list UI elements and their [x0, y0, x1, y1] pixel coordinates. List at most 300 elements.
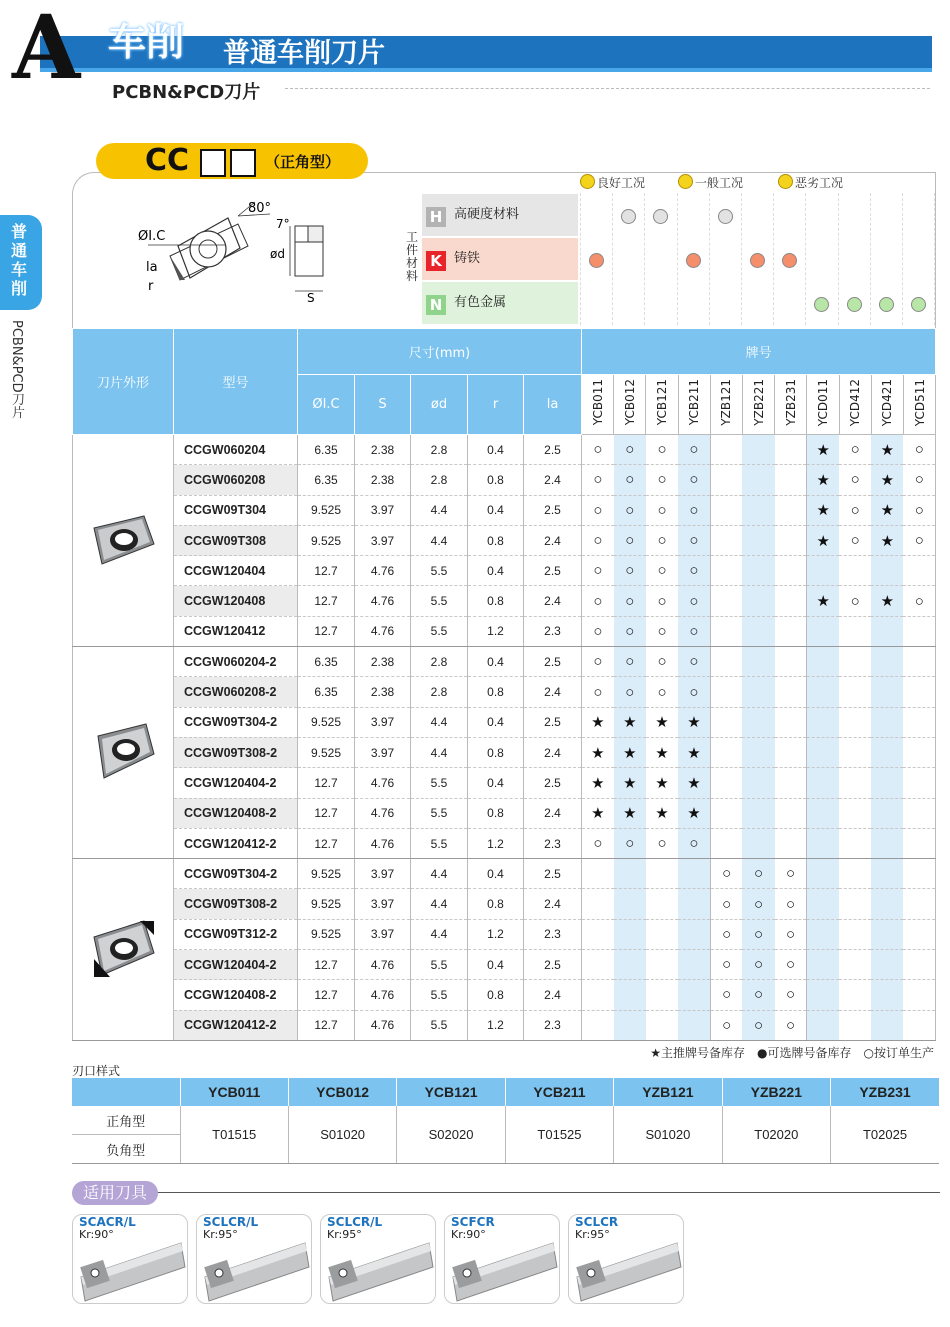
grade-cell	[871, 1010, 903, 1040]
grade-cell	[775, 828, 807, 858]
grade-cell	[871, 798, 903, 828]
dim-cell-d: 2.8	[411, 465, 468, 495]
grade-label: YZB121	[719, 379, 734, 426]
grade-cell	[582, 798, 614, 828]
grade-cell	[582, 556, 614, 586]
grade-symbol: ○	[625, 653, 635, 671]
grade-cell	[710, 556, 742, 586]
grade-cell	[742, 889, 774, 919]
code-placeholder-box	[200, 149, 226, 177]
dim-cell-la: 2.5	[524, 556, 582, 586]
grade-cell	[871, 737, 903, 767]
grade-cell	[903, 980, 935, 1010]
grade-symbol: ○	[850, 592, 860, 610]
grade-cell	[582, 737, 614, 767]
grade-cell	[807, 828, 839, 858]
grade-cell	[646, 828, 678, 858]
material-group-label: 工件材料	[402, 196, 422, 322]
grade-cell	[614, 707, 646, 737]
grade-cell	[742, 768, 774, 798]
grade-cell	[871, 980, 903, 1010]
dim-cell-ic: 6.35	[298, 677, 355, 707]
grade-symbol: ★	[880, 532, 895, 550]
grade-cell	[582, 586, 614, 616]
dim-cell-s: 3.97	[355, 495, 411, 525]
model-cell: CCGW120412-2	[174, 828, 298, 858]
grade-cell	[871, 828, 903, 858]
grade-cell	[582, 889, 614, 919]
grade-symbol: ★	[623, 805, 637, 823]
table-row	[73, 677, 936, 707]
grade-symbol: ○	[657, 592, 667, 610]
dim-cell-d: 2.8	[411, 435, 468, 465]
grade-cell	[839, 647, 871, 677]
grade-cell	[710, 465, 742, 495]
grade-cell	[646, 737, 678, 767]
good-face-icon	[847, 297, 862, 312]
grade-cell	[903, 677, 935, 707]
grade-symbol: ○	[657, 532, 667, 550]
grade-symbol: ○	[593, 501, 603, 519]
dim-cell-r: 0.8	[468, 889, 524, 919]
grade-cell	[614, 950, 646, 980]
dim-cell-r: 0.8	[468, 525, 524, 555]
dim-cell-r: 0.8	[468, 677, 524, 707]
grade-symbol: ○	[785, 956, 796, 974]
model-cell: CCGW09T308	[174, 525, 298, 555]
tool-card[interactable]	[196, 1214, 312, 1304]
grade-cell	[775, 980, 807, 1010]
grade-cell	[839, 1010, 871, 1040]
table-row	[73, 768, 936, 798]
dim-cell-r: 0.4	[468, 707, 524, 737]
grade-symbol: ○	[754, 865, 764, 883]
grade-cell	[742, 828, 774, 858]
grade-cell	[807, 889, 839, 919]
code-placeholder-box	[230, 149, 256, 177]
grade-cell	[678, 525, 710, 555]
d-label: ød	[270, 247, 285, 261]
section-letter: A	[12, 0, 81, 99]
bad-face-icon	[782, 253, 797, 268]
good-face-icon	[580, 174, 595, 189]
grade-cell	[614, 465, 646, 495]
grade-cell	[710, 586, 742, 616]
grade-cell	[678, 889, 710, 919]
grade-cell	[678, 768, 710, 798]
dim-cell-r: 0.4	[468, 435, 524, 465]
tool-card[interactable]	[568, 1214, 684, 1304]
grade-cell	[614, 677, 646, 707]
grade-symbol: ★	[816, 593, 830, 611]
model-cell: CCGW120408-2	[174, 798, 298, 828]
grade-symbol: ★	[880, 502, 895, 520]
grade-cell	[742, 465, 774, 495]
grade-cell	[903, 495, 935, 525]
grade-symbol: ★	[687, 714, 701, 732]
grade-cell	[614, 859, 646, 889]
edge-grade-header: YCB011	[180, 1078, 288, 1106]
grade-cell	[646, 525, 678, 555]
grade-cell	[775, 859, 807, 889]
grade-symbol: ○	[914, 592, 924, 610]
condition-grid	[580, 193, 934, 325]
grade-cell	[775, 647, 807, 677]
dim-cell-d: 5.5	[411, 586, 468, 616]
grid-line	[612, 193, 613, 325]
grade-cell	[807, 465, 839, 495]
model-cell: CCGW060204-2	[174, 647, 298, 677]
table-row	[73, 950, 936, 980]
dim-cell-la: 2.3	[524, 1010, 582, 1040]
grade-symbol: ○	[657, 683, 667, 701]
grade-symbol: ○	[625, 471, 635, 489]
grade-cell	[678, 556, 710, 586]
edge-value: S01020	[288, 1106, 396, 1164]
grade-header	[678, 375, 710, 435]
dim-cell-d: 5.5	[411, 1010, 468, 1040]
tool-card[interactable]	[444, 1214, 560, 1304]
grade-cell	[775, 435, 807, 465]
grade-cell	[839, 495, 871, 525]
material-letter-icon: K	[426, 251, 446, 271]
grid-line	[644, 193, 645, 325]
grade-cell	[742, 586, 774, 616]
dim-cell-ic: 6.35	[298, 435, 355, 465]
grade-cell	[839, 677, 871, 707]
grade-cell	[775, 707, 807, 737]
grade-cell	[710, 495, 742, 525]
grade-cell	[646, 556, 678, 586]
grade-cell	[678, 647, 710, 677]
grade-cell	[710, 677, 742, 707]
grade-cell	[646, 495, 678, 525]
insert-diagram	[130, 196, 340, 311]
dim-cell-ic: 9.525	[298, 707, 355, 737]
normal-face-icon	[621, 209, 636, 224]
grade-cell	[903, 768, 935, 798]
side-vertical-label: PCBN&PCD刀片	[9, 320, 24, 419]
dim-cell-s: 2.38	[355, 677, 411, 707]
edge-grade-header: YCB121	[397, 1078, 505, 1106]
side-tab-label: 普通车削	[10, 222, 27, 298]
grade-cell	[903, 1010, 935, 1040]
grade-header	[871, 375, 903, 435]
edge-row-label: 负角型	[72, 1135, 180, 1164]
grade-symbol: ○	[722, 925, 732, 943]
grade-cell	[871, 435, 903, 465]
normal-face-icon	[718, 209, 733, 224]
dim-cell-d: 2.8	[411, 677, 468, 707]
grade-cell	[903, 647, 935, 677]
grade-cell	[646, 677, 678, 707]
table-row	[73, 737, 936, 767]
dim-cell-la: 2.4	[524, 889, 582, 919]
grade-cell	[871, 768, 903, 798]
legend-good: 良好工况	[580, 174, 645, 191]
grade-symbol: ○	[625, 501, 635, 519]
tool-name: SCFCR	[451, 1215, 495, 1229]
grade-symbol: ★	[655, 774, 669, 792]
edge-row-label: 正角型	[72, 1106, 180, 1135]
dim-cell-ic: 12.7	[298, 616, 355, 646]
grade-cell	[903, 586, 935, 616]
grade-symbol: ○	[625, 683, 635, 701]
grid-line	[902, 193, 903, 325]
grade-label: YCB012	[622, 379, 637, 426]
grade-cell	[742, 859, 774, 889]
grade-symbol: ○	[689, 835, 699, 852]
dim-cell-s: 3.97	[355, 859, 411, 889]
grade-cell	[678, 707, 710, 737]
grade-cell	[646, 1010, 678, 1040]
bad-face-icon	[686, 253, 701, 268]
grade-cell	[903, 859, 935, 889]
grade-cell	[678, 616, 710, 646]
grade-cell	[903, 919, 935, 949]
grade-cell	[678, 950, 710, 980]
grade-cell	[839, 556, 871, 586]
dim-cell-s: 3.97	[355, 889, 411, 919]
table-row	[73, 435, 936, 465]
grade-symbol: ○	[657, 835, 667, 852]
grade-cell	[646, 465, 678, 495]
dim-cell-s: 3.97	[355, 919, 411, 949]
grade-symbol: ○	[625, 441, 635, 459]
grade-cell	[903, 798, 935, 828]
legend-normal: 一般工况	[678, 174, 743, 191]
normal-face-icon	[879, 297, 894, 312]
dim-cell-r: 0.8	[468, 980, 524, 1010]
edge-value: T01525	[505, 1106, 613, 1164]
grade-cell	[582, 707, 614, 737]
dim-cell-d: 4.4	[411, 859, 468, 889]
dim-cell-la: 2.5	[524, 707, 582, 737]
grade-symbol: ○	[850, 441, 860, 459]
dim-cell-d: 4.4	[411, 495, 468, 525]
grade-symbol: ○	[785, 895, 796, 913]
dim-cell-r: 0.4	[468, 495, 524, 525]
dim-cell-la: 2.5	[524, 768, 582, 798]
grade-cell	[775, 677, 807, 707]
grade-symbol: ○	[785, 1016, 796, 1034]
table-row	[73, 889, 936, 919]
edge-value: S01020	[614, 1106, 722, 1164]
grade-label: YCD412	[848, 378, 863, 427]
grade-symbol: ○	[850, 532, 860, 550]
grade-label: YZB231	[783, 379, 798, 426]
grade-cell	[839, 465, 871, 495]
dim-cell-ic: 9.525	[298, 525, 355, 555]
grade-symbol: ★	[591, 714, 605, 732]
dim-cell-ic: 12.7	[298, 586, 355, 616]
grade-cell	[582, 616, 614, 646]
grade-cell	[871, 586, 903, 616]
tool-holder-icon	[321, 1215, 435, 1303]
grade-cell	[839, 737, 871, 767]
grade-cell	[742, 677, 774, 707]
grade-cell	[775, 950, 807, 980]
grade-symbol: ★	[687, 744, 701, 762]
dim-cell-la: 2.3	[524, 616, 582, 646]
insert-shape-icon	[88, 508, 158, 570]
grid-line	[677, 193, 678, 325]
grade-symbol: ★	[591, 805, 605, 823]
dim-cell-s: 3.97	[355, 707, 411, 737]
dim-cell-la: 2.5	[524, 647, 582, 677]
grade-cell	[582, 677, 614, 707]
grade-symbol: ★	[880, 441, 895, 459]
legend-bad: 恶劣工况	[778, 174, 843, 191]
grade-symbol: ○	[914, 471, 924, 489]
dim-cell-ic: 9.525	[298, 919, 355, 949]
grade-cell	[582, 919, 614, 949]
dim-cell-ic: 6.35	[298, 465, 355, 495]
grade-cell	[807, 950, 839, 980]
dim-cell-d: 5.5	[411, 950, 468, 980]
grade-cell	[903, 435, 935, 465]
grade-cell	[614, 768, 646, 798]
grade-symbol: ○	[754, 1016, 764, 1034]
grade-cell	[807, 798, 839, 828]
grade-cell	[678, 435, 710, 465]
grade-symbol: ★	[687, 805, 701, 823]
dim-cell-ic: 9.525	[298, 859, 355, 889]
grade-cell	[614, 435, 646, 465]
grade-symbol: ○	[754, 956, 764, 974]
edge-row	[72, 1106, 939, 1135]
dim-cell-s: 2.38	[355, 435, 411, 465]
material-row	[422, 194, 578, 236]
grade-header	[646, 375, 678, 435]
dim-cell-d: 4.4	[411, 919, 468, 949]
grade-cell	[646, 586, 678, 616]
page-title: 车削	[108, 20, 185, 64]
grade-symbol: ○	[689, 622, 699, 640]
tool-card[interactable]	[72, 1214, 188, 1304]
grid-line	[838, 193, 839, 325]
material-name: 铸铁	[454, 251, 481, 266]
grade-cell	[678, 828, 710, 858]
dim-header: ød	[411, 375, 468, 435]
tool-card[interactable]	[320, 1214, 436, 1304]
dim-cell-la: 2.5	[524, 435, 582, 465]
grade-symbol: ○	[657, 562, 667, 580]
col-header-model: 型号	[174, 329, 298, 435]
dim-cell-s: 3.97	[355, 737, 411, 767]
grade-cell	[742, 616, 774, 646]
grade-symbol: ○	[657, 501, 667, 519]
grade-cell	[839, 435, 871, 465]
grade-cell	[678, 677, 710, 707]
grade-cell	[678, 798, 710, 828]
dim-cell-d: 5.5	[411, 798, 468, 828]
grade-cell	[646, 950, 678, 980]
dim-cell-la: 2.4	[524, 980, 582, 1010]
grade-symbol: ★	[816, 471, 830, 489]
grade-cell	[775, 737, 807, 767]
tool-angle: Kr:90°	[79, 1228, 114, 1241]
grade-cell	[646, 616, 678, 646]
model-cell: CCGW060204	[174, 435, 298, 465]
dim-cell-la: 2.5	[524, 950, 582, 980]
dim-cell-d: 5.5	[411, 980, 468, 1010]
dim-cell-r: 1.2	[468, 616, 524, 646]
grade-label: YCB011	[590, 379, 605, 426]
dim-cell-ic: 12.7	[298, 980, 355, 1010]
grade-cell	[614, 616, 646, 646]
grade-symbol: ○	[593, 835, 603, 852]
grade-cell	[742, 919, 774, 949]
grade-cell	[871, 465, 903, 495]
grade-cell	[678, 586, 710, 616]
dim-cell-la: 2.4	[524, 586, 582, 616]
grade-cell	[903, 556, 935, 586]
grade-symbol: ★	[655, 744, 669, 762]
bad-face-icon	[778, 174, 793, 189]
grade-cell	[839, 889, 871, 919]
dim-cell-r: 1.2	[468, 1010, 524, 1040]
grade-symbol: ○	[914, 441, 924, 459]
table-row	[73, 647, 936, 677]
grade-symbol: ○	[593, 471, 603, 489]
col-header-shape: 刀片外形	[73, 329, 174, 435]
table-row	[73, 556, 936, 586]
grade-symbol: ○	[754, 925, 764, 943]
edge-style-table	[72, 1078, 939, 1164]
bad-face-icon	[589, 253, 604, 268]
col-header-grades: 牌号	[582, 329, 936, 375]
model-cell: CCGW120404-2	[174, 768, 298, 798]
insert-shape-cell	[73, 859, 174, 1041]
grade-symbol: ○	[689, 592, 699, 610]
table-row	[73, 1010, 936, 1040]
grade-label: YZB221	[751, 379, 766, 426]
tool-angle: Kr:95°	[575, 1228, 610, 1241]
table-row	[73, 707, 936, 737]
dim-cell-ic: 12.7	[298, 798, 355, 828]
grade-cell	[582, 828, 614, 858]
grade-header	[807, 375, 839, 435]
edge-value: T02025	[831, 1106, 939, 1164]
grade-cell	[807, 980, 839, 1010]
grade-cell	[903, 828, 935, 858]
edge-value: T02020	[722, 1106, 830, 1164]
dim-cell-d: 5.5	[411, 556, 468, 586]
tool-holder-icon	[73, 1215, 187, 1303]
insert-shape-icon	[88, 720, 158, 782]
table-row	[73, 828, 936, 858]
header-divider	[285, 88, 930, 89]
grade-cell	[646, 768, 678, 798]
grade-header	[742, 375, 774, 435]
tool-name: SCLCR	[575, 1215, 619, 1229]
grade-cell	[742, 798, 774, 828]
grade-cell	[710, 647, 742, 677]
grade-cell	[710, 616, 742, 646]
tool-angle: Kr:95°	[327, 1228, 362, 1241]
grade-cell	[839, 950, 871, 980]
edge-grade-header: YCB211	[505, 1078, 613, 1106]
dim-cell-r: 0.8	[468, 737, 524, 767]
tool-holder-icon	[569, 1215, 683, 1303]
grade-cell	[871, 556, 903, 586]
grade-cell	[646, 859, 678, 889]
grade-symbol: ○	[593, 683, 603, 701]
insert-shape-cell	[73, 435, 174, 647]
grade-cell	[646, 647, 678, 677]
normal-face-icon	[814, 297, 829, 312]
